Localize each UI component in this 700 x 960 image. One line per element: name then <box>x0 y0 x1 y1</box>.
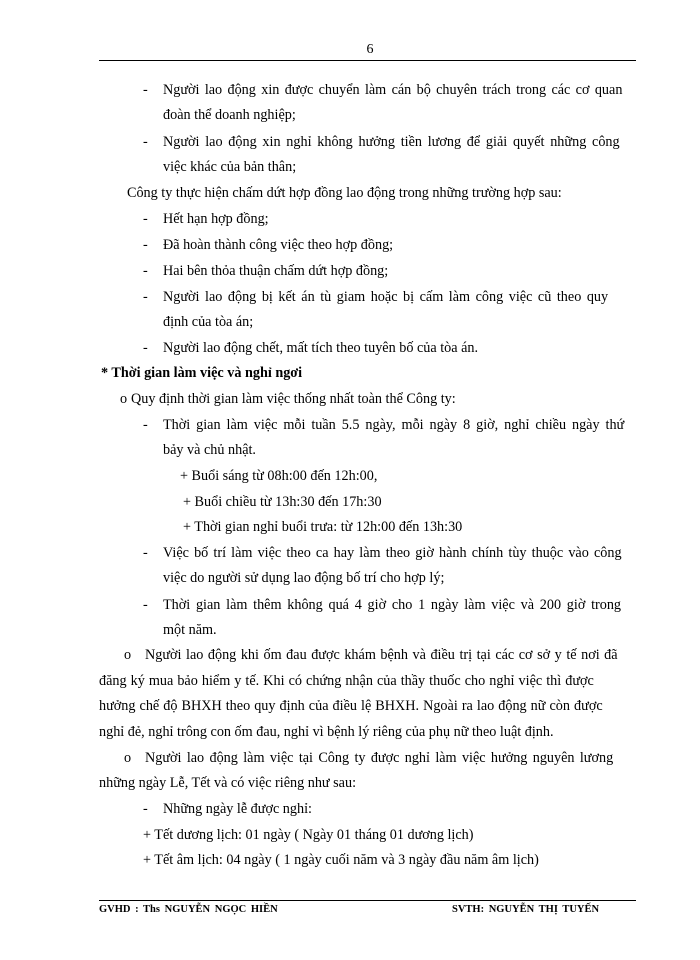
section-heading: * Thời gian làm việc và nghỉ ngơi <box>101 365 303 381</box>
bullet-dash: - <box>143 597 148 613</box>
bullet-dash: - <box>143 211 148 227</box>
list-item-line: Hết hạn hợp đồng; <box>163 211 269 227</box>
holiday-item: + Tết âm lịch: 04 ngày ( 1 ngày cuối năm và 3 ngày đầu năm âm lịch) <box>143 852 539 868</box>
list-item-line: đoàn thể doanh nghiệp; <box>163 107 296 123</box>
list-item-line: Người lao động xin được chuyển làm cán bộ chuyên trách trong các cơ quan <box>163 82 623 98</box>
holiday-item: + Tết dương lịch: 01 ngày ( Ngày 01 tháng 01 dương lịch) <box>143 827 474 843</box>
list-item-line: Người lao động bị kết án tù giam hoặc bị cấm làm công việc cũ theo quy <box>163 289 609 305</box>
bullet-dash: - <box>143 801 148 817</box>
work-intro: Quy định thời gian làm việc thống nhất toàn thể Công ty: <box>131 391 456 407</box>
list-item-line: Thời gian làm việc mỗi tuần 5.5 ngày, mỗi ngày 8 giờ, nghỉ chiều ngày thứ <box>163 417 625 433</box>
list-item-line: một năm. <box>163 622 217 638</box>
paragraph-line: hưởng chế độ BHXH theo quy định của điều lệ BHXH. Ngoài ra lao động nữ còn được <box>99 698 603 714</box>
bullet-dash: - <box>143 82 148 98</box>
schedule-line: + Buổi sáng từ 08h:00 đến 12h:00, <box>180 468 378 484</box>
paragraph-line: nghỉ đẻ, nghỉ trông con ốm đau, nghỉ vì bệnh lý riêng của phụ nữ theo luật định. <box>99 724 554 740</box>
termination-intro: Công ty thực hiện chấm dứt hợp đồng lao động trong những trường hợp sau: <box>127 185 562 201</box>
page-number: 6 <box>366 42 374 57</box>
footer-advisor: GVHD : Ths NGUYỄN NGỌC HIỀN <box>99 904 278 915</box>
list-item-line: Người lao động xin nghỉ không hưởng tiền lương để giải quyết những công <box>163 134 620 150</box>
bullet-dash: - <box>143 340 148 356</box>
bullet-o: o <box>124 647 132 663</box>
bullet-dash: - <box>143 134 148 150</box>
list-item-line: Người lao động chết, mất tích theo tuyên bố của tòa án. <box>163 340 479 356</box>
paragraph-line: đăng ký mua bảo hiểm y tế. Khi có chứng nhận của thầy thuốc cho nghỉ việc thì được <box>99 673 594 689</box>
list-item-line: bảy và chủ nhật. <box>163 442 256 458</box>
paragraph-line: Người lao động làm việc tại Công ty được nghỉ làm việc hưởng nguyên lương <box>145 750 614 766</box>
bullet-dash: - <box>143 417 148 433</box>
paragraph-line: Người lao động khi ốm đau được khám bệnh và điều trị tại các cơ sở y tế nơi đã <box>145 647 618 663</box>
bullet-dash: - <box>143 545 148 561</box>
bullet-o: o <box>124 750 132 766</box>
bullet-dash: - <box>143 263 148 279</box>
list-item-line: Đã hoàn thành công việc theo hợp đồng; <box>163 237 394 253</box>
holiday-intro: Những ngày lễ được nghỉ: <box>163 801 312 817</box>
footer-rule <box>99 900 636 901</box>
list-item-line: Thời gian làm thêm không quá 4 giờ cho 1 ngày làm việc và 200 giờ trong <box>163 597 622 613</box>
schedule-line: + Thời gian nghỉ buổi trưa: từ 12h:00 đến 13h:30 <box>183 519 463 535</box>
bullet-dash: - <box>143 237 148 253</box>
bullet-dash: - <box>143 289 148 305</box>
list-item-line: Hai bên thỏa thuận chấm dứt hợp đồng; <box>163 263 389 279</box>
list-item-line: việc do người sử dụng lao động bố trí cho hợp lý; <box>163 570 445 586</box>
list-item-line: định của tòa án; <box>163 314 254 330</box>
list-item-line: việc khác của bản thân; <box>163 159 297 175</box>
list-item-line: Việc bố trí làm việc theo ca hay làm theo giờ hành chính tùy thuộc vào công <box>163 545 622 561</box>
bullet-o: o <box>120 391 128 407</box>
paragraph-line: những ngày Lễ, Tết và có việc riêng như sau: <box>99 775 357 791</box>
schedule-line: + Buổi chiều từ 13h:30 đến 17h:30 <box>183 494 382 510</box>
footer-student: SVTH: NGUYỄN THỊ TUYẾN <box>452 904 600 915</box>
header-rule <box>99 60 636 61</box>
